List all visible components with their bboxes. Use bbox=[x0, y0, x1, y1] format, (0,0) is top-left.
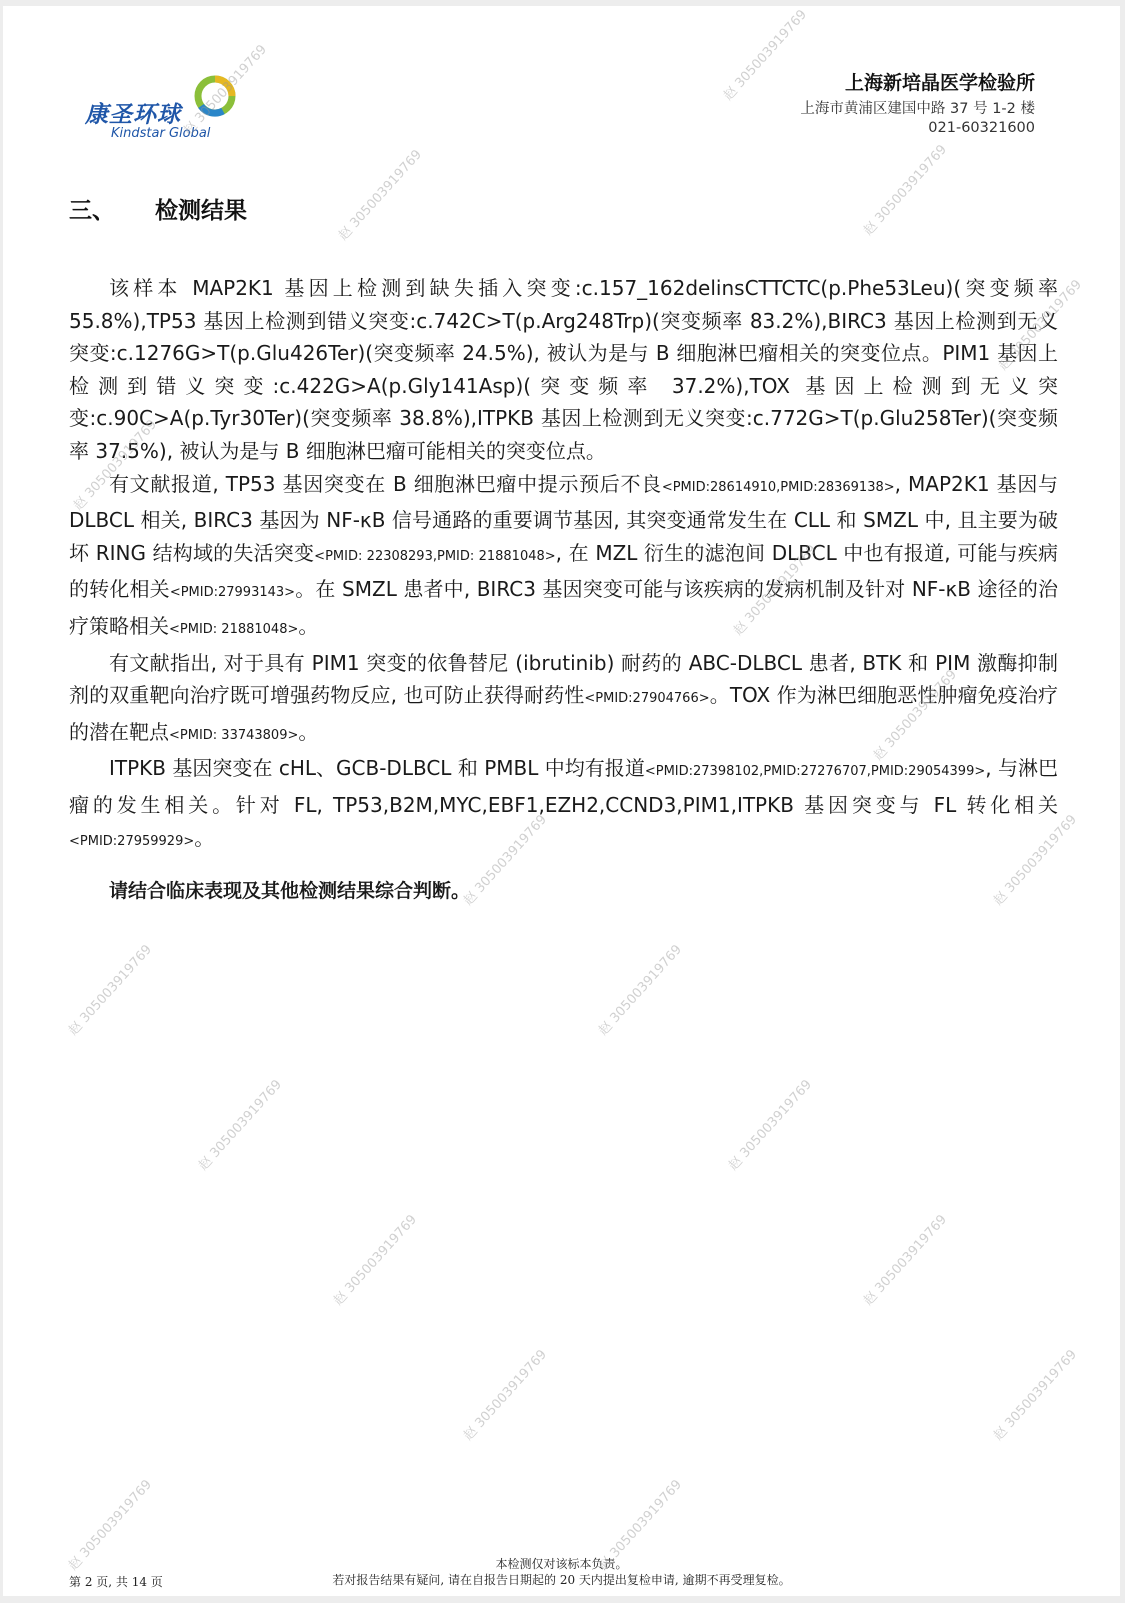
paragraph-literature-1: 有文献报道, TP53 基因突变在 B 细胞淋巴瘤中提示预后不良<PMID:28614910,PMID:28369138>, MAP2K1 基因与 DLBCL 相关, BIRC3 基因为 NF-κB 信号通路的重要调节基因, 其突变通常发生在 CLL 和 SMZL 中, 且主要为破坏 RING 结构域的失活突变<PMID: 22308293,PMID: 21881048>, 在 MZL 衍生的滤泡间 DLBCL 中也有报道, 可能与疾病的转化相关<PMID:27993143>。在 SMZL 患者中, BIRC3 基因突变可能与该疾病的发病机制及针对 NF-κB 途径的治疗策略相关<PMID: 21881048>。 bbox=[69, 471, 1059, 638]
report-page bbox=[3, 6, 1120, 1596]
conclusion-note: 请结合临床表现及其他检测结果综合判断。 bbox=[109, 880, 471, 903]
watermark: 赵 305003919769 bbox=[870, 667, 961, 764]
pmid-reference: <PMID:27959929> bbox=[69, 833, 195, 849]
watermark: 赵 305003919769 bbox=[335, 147, 426, 244]
watermark: 赵 305003919769 bbox=[330, 1212, 421, 1309]
pmid-reference: <PMID: 33743809> bbox=[169, 727, 299, 743]
watermark: 赵 305003919769 bbox=[730, 542, 821, 639]
watermark: 赵 305003919769 bbox=[860, 142, 951, 239]
watermark: 赵 305003919769 bbox=[860, 1212, 951, 1309]
watermark: 赵 305003919769 bbox=[990, 1347, 1081, 1444]
watermark: 赵 305003919769 bbox=[195, 1077, 286, 1174]
page-number: 第 2 页, 共 14 页 bbox=[69, 1575, 163, 1589]
watermark: 赵 305003919769 bbox=[70, 417, 161, 514]
logo-ring-icon bbox=[193, 74, 237, 118]
section-heading: 检测结果 bbox=[155, 198, 247, 224]
watermark: 赵 305003919769 bbox=[460, 1347, 551, 1444]
pmid-reference: <PMID:27398102,PMID:27276707,PMID:29054399> bbox=[644, 764, 986, 780]
footer-note-line-1: 本检测仅对该标本负责。 bbox=[495, 1557, 628, 1571]
watermark: 赵 305003919769 bbox=[990, 812, 1081, 909]
watermark: 赵 305003919769 bbox=[595, 942, 686, 1039]
section-number: 三、 bbox=[69, 198, 115, 224]
pmid-reference: <PMID: 22308293,PMID: 21881048> bbox=[314, 548, 556, 564]
lab-info bbox=[800, 68, 1035, 136]
lab-name: 上海新培晶医学检验所 bbox=[844, 72, 1035, 94]
pmid-reference: <PMID:27904766> bbox=[584, 691, 710, 707]
lab-phone: 021-60321600 bbox=[928, 120, 1035, 136]
watermark: 赵 305003919769 bbox=[65, 1477, 156, 1574]
watermark: 赵 305003919769 bbox=[65, 942, 156, 1039]
pmid-reference: <PMID: 21881048> bbox=[169, 621, 299, 637]
paragraph-literature-2: 有文献指出, 对于具有 PIM1 突变的依鲁替尼 (ibrutinib) 耐药的 ABC-DLBCL 患者, BTK 和 PIM 激酶抑制剂的双重靶向治疗既可增强药物反应, 也可防止获得耐药性<PMID:27904766>。TOX 作为淋巴细胞恶性肿瘤免疫治疗的潜在靶点<PMID: 33743809>。 bbox=[69, 650, 1058, 744]
lab-address: 上海市黄浦区建国中路 37 号 1-2 楼 bbox=[800, 101, 1035, 117]
footer-disclaimer bbox=[3, 1556, 1120, 1588]
pmid-reference: <PMID:27993143> bbox=[169, 585, 296, 601]
logo-english-name: Kindstar Global bbox=[111, 126, 211, 141]
logo-chinese-name: 康圣环球 bbox=[85, 102, 181, 128]
kindstar-logo bbox=[79, 66, 249, 146]
watermark: 赵 305003919769 bbox=[595, 1477, 686, 1574]
pmid-reference: <PMID:28614910,PMID:28369138> bbox=[661, 479, 895, 495]
paragraph-literature-3: ITPKB 基因突变在 cHL、GCB-DLBCL 和 PMBL 中均有报道<PMID:27398102,PMID:27276707,PMID:29054399>, 与淋巴瘤的发生相关。针对 FL, TP53,B2M,MYC,EBF1,EZH2,CCND3,PIM1,ITPKB 基因突变与 FL 转化相关<PMID:27959929>。 bbox=[69, 756, 1059, 850]
watermark: 赵 305003919769 bbox=[995, 277, 1086, 374]
results-body bbox=[69, 272, 1058, 908]
footer-note-line-2: 若对报告结果有疑问, 请在自报告日期起的 20 天内提出复检申请, 逾期不再受理复检。 bbox=[332, 1573, 791, 1587]
section-title bbox=[69, 192, 247, 225]
watermark: 赵 305003919769 bbox=[720, 7, 811, 104]
watermark: 赵 305003919769 bbox=[460, 812, 551, 909]
watermark: 赵 305003919769 bbox=[725, 1077, 816, 1174]
paragraph-mutations: 该样本 MAP2K1 基因上检测到缺失插入突变:c.157_162delinsCTTCTC(p.Phe53Leu)(突变频率55.8%),TP53 基因上检测到错义突变:c.742C>T(p.Arg248Trp)(突变频率 83.2%),BIRC3 基因上检测到无义突变:c.1276G>T(p.Glu426Ter)(突变频率 24.5%), 被认为是与 B 细胞淋巴瘤相关的突变位点。PIM1 基因上检测到错义突变:c.422G>A(p.Gly141Asp)(突变频率 37.2%),TOX 基因上检测到无义突变:c.90C>A(p.Tyr30Ter)(突变频率 38.8%),ITPKB 基因上检测到无义突变:c.772G>T(p.Glu258Ter)(突变频率 37.5%), 被认为是与 B 细胞淋巴瘤可能相关的突变位点。 bbox=[69, 276, 1058, 463]
watermark: 赵 305003919769 bbox=[180, 42, 271, 139]
